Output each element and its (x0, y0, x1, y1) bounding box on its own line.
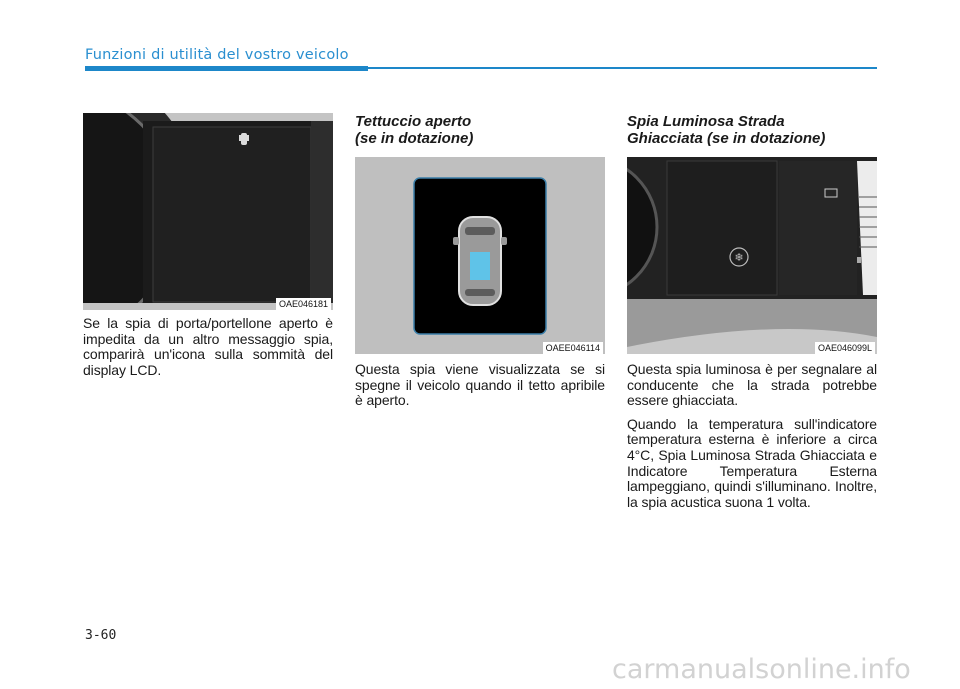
watermark: carmanualsonline.info (612, 654, 911, 685)
paragraph: Quando la temperatura sull'indicatore temperatura esterna è inferiore a circa 4°C, Spia Luminosa Strada Ghiacciata e Indicatore Temperatura Esterna lampeggiano, quindi s'illuminano. Inoltre, la spia acustica suona 1 volta. (627, 415, 877, 510)
page-number: 3-60 (85, 628, 117, 643)
figure-code: OAEE046114 (543, 342, 603, 354)
column-sunroof-open (355, 113, 605, 417)
column-icy-road-warning (627, 113, 877, 518)
cluster-door-open-figure (83, 113, 333, 310)
column-door-open (83, 113, 333, 386)
sunroof-illustration (355, 157, 605, 354)
figure-code: OAE046099L (815, 342, 875, 354)
section-title-line: (se in dotazione) (355, 130, 474, 147)
section-title (355, 113, 605, 157)
cluster-icy-road-figure (627, 157, 877, 354)
paragraph: Se la spia di porta/portellone aperto è impedita da un altro messaggio spia, comparirà un'icona sulla sommità del display LCD. (83, 315, 333, 378)
section-title (627, 113, 877, 157)
figure-code: OAE046181 (276, 298, 331, 310)
section-title-line: Spia Luminosa Strada (627, 113, 785, 130)
section-header-title: Funzioni di utilità del vostro veicolo (85, 47, 349, 63)
cluster-illustration (627, 157, 877, 354)
paragraph: Questa spia luminosa è per segnalare al conducente che la strada potrebbe essere ghiacciata. (627, 361, 877, 409)
cluster-illustration (83, 113, 333, 310)
svg-text:❄: ❄ (734, 251, 744, 264)
sunroof-open-figure (355, 157, 605, 354)
header-rule-thick (85, 66, 368, 71)
section-title-line: Ghiacciata (se in dotazione) (627, 130, 826, 147)
car-top-view-icon (453, 217, 507, 305)
section-title-line: Tettuccio aperto (355, 113, 472, 130)
header-rule-thin (368, 67, 877, 69)
sunroof-icon (470, 252, 490, 280)
paragraph: Questa spia viene visualizzata se si spegne il veicolo quando il tetto apribile è aperto. (355, 361, 605, 409)
